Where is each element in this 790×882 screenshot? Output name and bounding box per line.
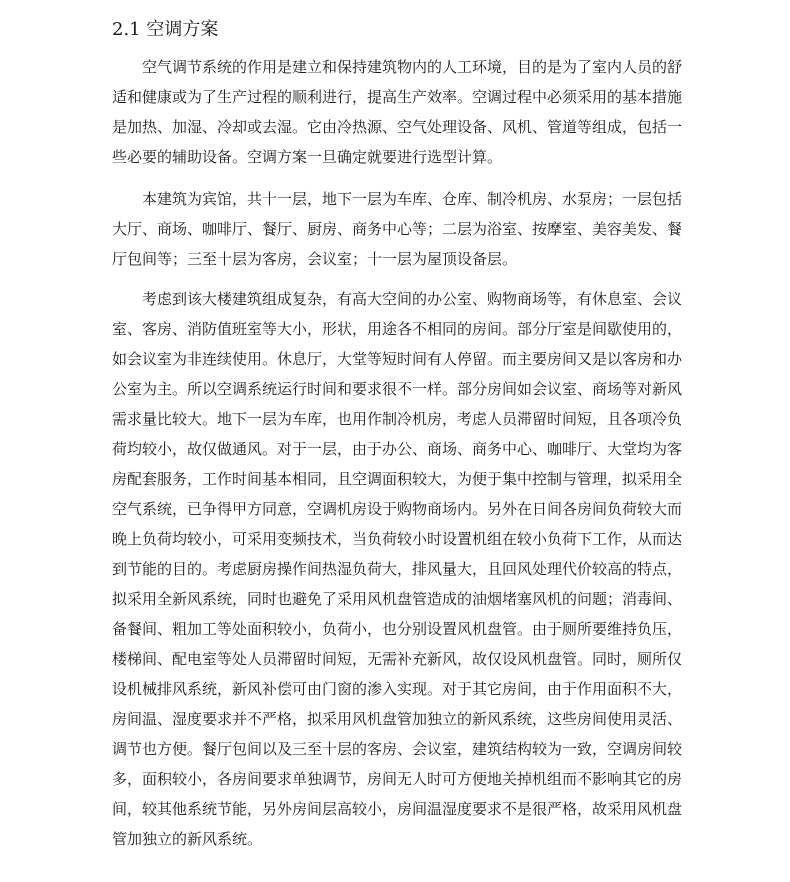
paragraph-system-selection: 考虑到该大楼建筑组成复杂，有高大空间的办公室、购物商场等，有休息室、会议室、客房、消防值班室等大小，形状，用途各不相同的房间。部分厅室是间歇使用的，如会议室为非连续使用。休息厅，大堂等短时间有人停留。而主要房间又是以客房和办公室为主。所以空调系统运行时间和要求很不一样。部分房间如会议室、商场等对新风需求量比较大。地下一层为车库，也用作制冷机房，考虑人员滞留时间短，且各项冷负荷均较小，故仅做通风。对于一层，由于办公、商场、商务中心、咖啡厅、大堂均为客房配套服务，工作时间基本相同，且空调面积较大，为便于集中控制与管理，拟采用全空气系统，已争得甲方同意，空调机房设于购物商场内。另外在日间各房间负荷较大而晚上负荷均较小，可采用变频技术，当负荷较小时设置机组在较小负荷下工作，从而达到节能的目的。考虑厨房操作间热湿负荷大，排风量大，且回风处理代价较高的特点，拟采用全新风系统，同时也避免了采用风机盘管造成的油烟堵塞风机的问题；消毒间、备餐间、粗加工等处面积较小，负荷小，也分别设置风机盘管。由于厕所要维持负压，楼梯间、配电室等处人员滞留时间短，无需补充新风，故仅设风机盘管。同时，厕所仅设机械排风系统，新风补偿可由门窗的渗入实现。对于其它房间，由于作用面积不大，房间温、湿度要求并不严格，拟采用风机盘管加独立的新风系统，这些房间使用灵活、调节也方便。餐厅包间以及三至十层的客房、会议室，建筑结构较为一致，空调房间较多，面积较小，各房间要求单独调节，房间无人时可方便地关掉机组而不影响其它的房间，较其他系统节能，另外房间层高较小，房间温湿度要求不是很严格，故采用风机盘管加独立的新风系统。 — [112, 290, 683, 848]
paragraph-air-conditioning-intro: 空气调节系统的作用是建立和保持建筑物内的人工环境，目的是为了室内人员的舒适和健康或为了生产过程的顺利进行，提高生产效率。空调过程中必须采用的基本措施是加热、加湿、冷却或去湿。它由冷热源、空气处理设备、风机、管道等组成，包括一些必要的辅助设备。空调方案一旦确定就要进行选型计算。 — [112, 58, 683, 166]
paragraph-building-overview: 本建筑为宾馆，共十一层，地下一层为车库、仓库、制冷机房、水泵房；一层包括大厅、商场、咖啡厅、餐厅、厨房、商务中心等；二层为浴室、按摩室、美容美发、餐厅包间等；三至十层为客房，会议室；十一层为屋顶设备层。 — [112, 190, 683, 268]
section-title: 2.1 空调方案 — [112, 19, 219, 40]
